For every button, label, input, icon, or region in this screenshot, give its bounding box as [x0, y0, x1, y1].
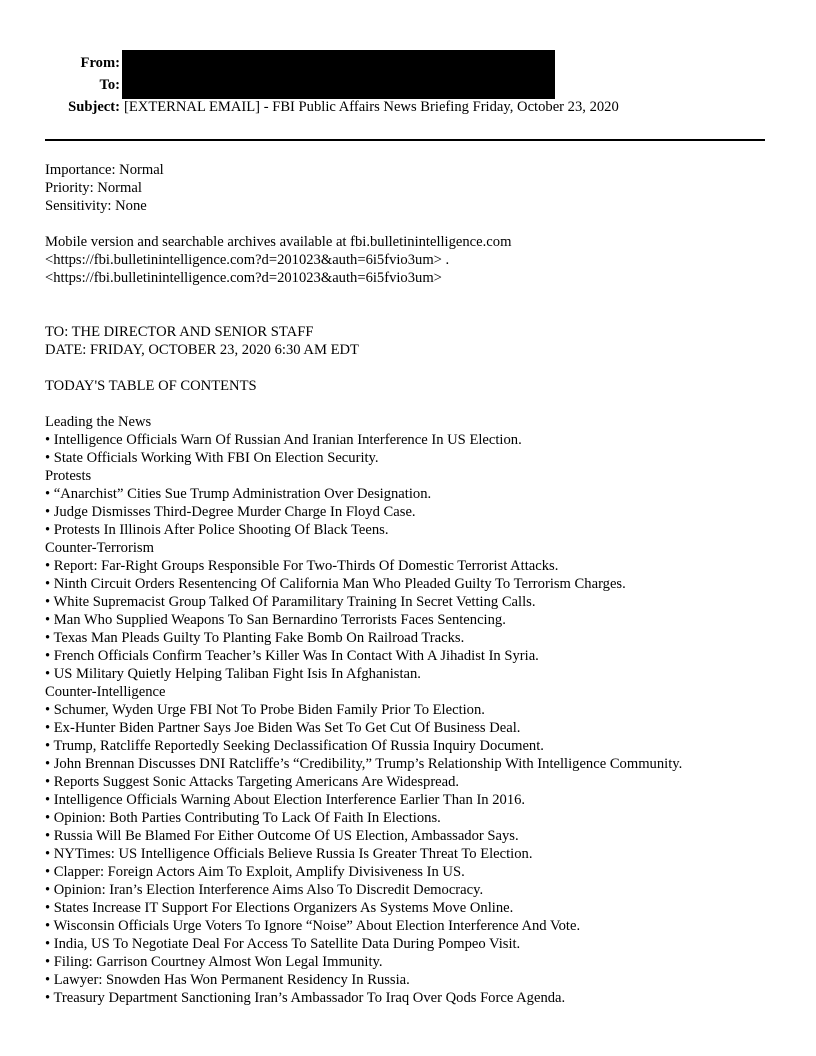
importance-line: Importance: Normal: [45, 162, 164, 178]
sensitivity-line: Sensitivity: None: [45, 198, 147, 214]
to-row: [0, 75, 120, 95]
toc-section-heading: Leading the News: [45, 414, 152, 430]
toc-item: • Wisconsin Officials Urge Voters To Ignore “Noise” About Election Interference And Vote.: [45, 918, 581, 934]
subject-value: [EXTERNAL EMAIL] - FBI Public Affairs News Briefing Friday, October 23, 2020: [124, 99, 619, 115]
toc-item: • Man Who Supplied Weapons To San Bernardino Terrorists Faces Sentencing.: [45, 612, 506, 628]
toc-item: • Treasury Department Sanctioning Iran’s Ambassador To Iraq Over Qods Force Agenda.: [45, 990, 566, 1006]
to-label: To:: [99, 77, 120, 93]
toc-item: • French Officials Confirm Teacher’s Killer Was In Contact With A Jihadist In Syria.: [45, 648, 539, 664]
subject-label: Subject:: [68, 99, 120, 115]
priority-line: Priority: Normal: [45, 180, 142, 196]
toc-item: • Protests In Illinois After Police Shooting Of Black Teens.: [45, 522, 389, 538]
from-row: [0, 53, 120, 73]
mobile-version-line: Mobile version and searchable archives available at fbi.bulletinintelligence.com: [45, 234, 512, 250]
toc-item: • Schumer, Wyden Urge FBI Not To Probe Biden Family Prior To Election.: [45, 702, 485, 718]
toc-item: • Opinion: Both Parties Contributing To Lack Of Faith In Elections.: [45, 810, 441, 826]
toc-item: • Reports Suggest Sonic Attacks Targeting Americans Are Widespread.: [45, 774, 460, 790]
toc-item: • Opinion: Iran’s Election Interference Aims Also To Discredit Democracy.: [45, 882, 484, 898]
toc-section-heading: Counter-Terrorism: [45, 540, 154, 556]
spacer: [45, 359, 785, 377]
toc-item: • Russia Will Be Blamed For Either Outcome Of US Election, Ambassador Says.: [45, 828, 519, 844]
toc-item: • Ninth Circuit Orders Resentencing Of California Man Who Pleaded Guilty To Terrorism Charges.: [45, 576, 626, 592]
toc-item: • Ex-Hunter Biden Partner Says Joe Biden Was Set To Get Cut Of Business Deal.: [45, 720, 521, 736]
toc-item: • Intelligence Officials Warning About Election Interference Earlier Than In 2016.: [45, 792, 526, 808]
toc-section-heading: Protests: [45, 468, 92, 484]
memo-date-line: DATE: FRIDAY, OCTOBER 23, 2020 6:30 AM EDT: [45, 342, 359, 358]
toc-item: • Clapper: Foreign Actors Aim To Exploit, Amplify Divisiveness In US.: [45, 864, 465, 880]
toc-item: • India, US To Negotiate Deal For Access To Satellite Data During Pompeo Visit.: [45, 936, 521, 952]
toc-item: • “Anarchist” Cities Sue Trump Administration Over Designation.: [45, 486, 432, 502]
toc-item: • States Increase IT Support For Elections Organizers As Systems Move Online.: [45, 900, 514, 916]
toc-item: • John Brennan Discusses DNI Ratcliffe’s “Credibility,” Trump’s Relationship With Intelligence Community.: [45, 756, 683, 772]
table-of-contents: [45, 413, 785, 1007]
memo-to-line: TO: THE DIRECTOR AND SENIOR STAFF: [45, 324, 314, 340]
email-body: [45, 161, 785, 1007]
toc-item: • State Officials Working With FBI On Election Security.: [45, 450, 379, 466]
subject-row: [0, 97, 120, 117]
redacted-sender-recipient-block: [122, 50, 555, 99]
toc-item: • Lawyer: Snowden Has Won Permanent Residency In Russia.: [45, 972, 410, 988]
archive-link-2[interactable]: <https://fbi.bulletinintelligence.com?d=201023&auth=6i5fvio3um>: [45, 270, 442, 286]
toc-section-heading: Counter-Intelligence: [45, 684, 166, 700]
toc-item: • Intelligence Officials Warn Of Russian And Iranian Interference In US Election.: [45, 432, 522, 448]
toc-item: • US Military Quietly Helping Taliban Fight Isis In Afghanistan.: [45, 666, 421, 682]
spacer: [45, 395, 785, 413]
toc-item: • NYTimes: US Intelligence Officials Believe Russia Is Greater Threat To Election.: [45, 846, 533, 862]
header-divider: [45, 139, 765, 141]
toc-item: • Filing: Garrison Courtney Almost Won Legal Immunity.: [45, 954, 383, 970]
toc-item: • Texas Man Pleads Guilty To Planting Fake Bomb On Railroad Tracks.: [45, 630, 465, 646]
toc-title: TODAY'S TABLE OF CONTENTS: [45, 378, 257, 394]
toc-item: • White Supremacist Group Talked Of Paramilitary Training In Secret Vetting Calls.: [45, 594, 536, 610]
toc-item: • Judge Dismisses Third-Degree Murder Charge In Floyd Case.: [45, 504, 416, 520]
spacer: [45, 215, 785, 233]
toc-item: • Trump, Ratcliffe Reportedly Seeking Declassification Of Russia Inquiry Document.: [45, 738, 544, 754]
from-label: From:: [80, 55, 120, 71]
spacer: [45, 287, 785, 323]
archive-link-1[interactable]: <https://fbi.bulletinintelligence.com?d=201023&auth=6i5fvio3um> .: [45, 252, 450, 268]
toc-item: • Report: Far-Right Groups Responsible For Two-Thirds Of Domestic Terrorist Attacks.: [45, 558, 559, 574]
